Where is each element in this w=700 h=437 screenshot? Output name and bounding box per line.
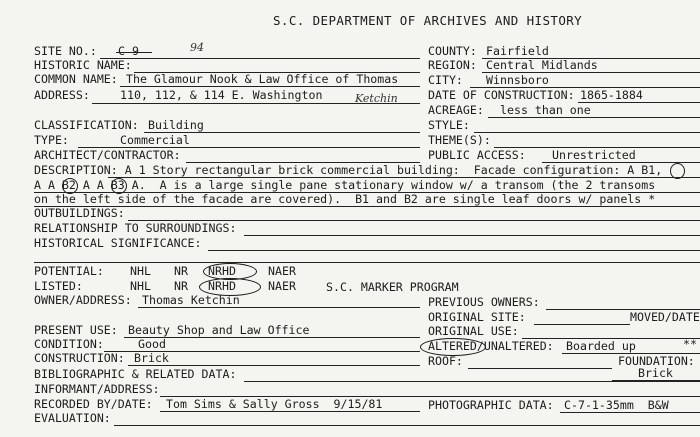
present-use-label: PRESENT USE:	[34, 323, 118, 337]
potential-nrhd: NRHD	[208, 264, 236, 278]
bibliographic-label: BIBLIOGRAPHIC & RELATED DATA:	[34, 367, 237, 381]
foundation-label: FOUNDATION:	[618, 354, 695, 368]
classification-label: CLASSIFICATION:	[34, 118, 139, 132]
present-use-line	[124, 337, 420, 338]
type-label: TYPE:	[34, 133, 69, 147]
county-label: COUNTY:	[428, 44, 477, 58]
historical-significance-line	[208, 250, 700, 251]
feature-number-3: 3	[117, 178, 125, 192]
evaluation-label: EVALUATION:	[34, 411, 111, 425]
altered-value: Boarded up	[566, 339, 636, 353]
site-no-line	[100, 58, 420, 59]
foundation-value: Brick	[638, 366, 673, 380]
section-divider	[34, 262, 700, 263]
potential-nhl: NHL	[130, 264, 151, 278]
construction-label: CONSTRUCTION:	[34, 351, 125, 365]
city-label: CITY:	[428, 73, 463, 87]
historic-name-label: HISTORIC NAME:	[34, 58, 132, 72]
feature-number-1: 1	[648, 163, 656, 177]
type-value: Commercial	[120, 133, 190, 147]
roof-line	[468, 368, 612, 369]
present-use-value: Beauty Shop and Law Office	[128, 323, 310, 337]
style-line	[474, 132, 700, 133]
owner-value: Thomas Ketchin	[142, 293, 240, 307]
bibliographic-line	[244, 381, 700, 382]
construction-date-label: DATE OF CONSTRUCTION:	[428, 88, 575, 102]
previous-owners-label: PREVIOUS OWNERS:	[428, 295, 540, 309]
construction-value: Brick	[134, 351, 169, 365]
feature-number-2: 2	[68, 178, 76, 192]
original-site-label: ORIGINAL SITE:	[428, 310, 526, 324]
owner-label: OWNER/ADDRESS:	[34, 293, 132, 307]
acreage-label: ACREAGE:	[428, 103, 484, 117]
listed-nrhd: NRHD	[208, 279, 236, 293]
listed-label: LISTED:	[34, 279, 83, 293]
potential-naer: NAER	[268, 264, 296, 278]
original-use-label: ORIGINAL USE:	[428, 324, 519, 338]
construction-date-line	[578, 102, 700, 103]
listed-nhl: NHL	[130, 279, 151, 293]
relationship-line	[244, 235, 700, 236]
public-access-value: Unrestricted	[552, 148, 636, 162]
photographic-data-line	[560, 412, 700, 413]
address-value: 110, 112, & 114 E. Washington	[120, 88, 323, 102]
unaltered-option: /UNALTERED:	[476, 339, 554, 353]
address-line	[92, 103, 420, 104]
architect-label: ARCHITECT/CONTRACTOR:	[34, 148, 181, 162]
historical-significance-label: HISTORICAL SIGNIFICANCE:	[34, 236, 202, 250]
photographic-data-label: PHOTOGRAPHIC DATA:	[428, 398, 554, 412]
classification-value: Building	[148, 118, 204, 132]
informant-label: INFORMANT/ADDRESS:	[34, 382, 160, 396]
original-site-line	[534, 324, 630, 325]
condition-value: Good	[138, 337, 166, 351]
form-title: S.C. DEPARTMENT OF ARCHIVES AND HISTORY	[273, 13, 583, 28]
listed-naer: NAER	[268, 279, 296, 293]
acreage-line	[488, 117, 700, 118]
relationship-label: RELATIONSHIP TO SURROUNDINGS:	[34, 221, 237, 235]
owner-line	[138, 307, 420, 308]
description-line-3: on the left side of the facade are covered). B1 and B2 are single leaf doors w/ panels *	[34, 192, 656, 206]
evaluation-line	[114, 425, 700, 426]
common-name-value: The Glamour Nook & Law Office of Thomas	[126, 72, 399, 86]
marker-program-label: S.C. MARKER PROGRAM	[326, 280, 459, 294]
common-name-line	[120, 86, 420, 87]
address-handwritten: Ketchin	[355, 92, 398, 105]
region-label: REGION:	[428, 58, 477, 72]
city-value: Winnsboro	[486, 73, 549, 87]
moved-date-label: MOVED/DATE	[630, 310, 700, 324]
acreage-value: less than one	[500, 103, 591, 117]
photographic-data-value: C-7-1-35mm B&W	[564, 398, 669, 412]
address-label: ADDRESS:	[34, 88, 90, 102]
construction-line	[128, 365, 420, 366]
outbuildings-label: OUTBUILDINGS:	[34, 206, 125, 220]
recorded-by-value: Tom Sims & Sally Gross 9/15/81	[166, 397, 383, 411]
region-value: Central Midlands	[486, 58, 598, 72]
description-line-3-rule	[34, 206, 700, 207]
site-no-strikethrough	[116, 52, 152, 53]
recorded-by-label: RECORDED BY/DATE:	[34, 397, 153, 411]
listed-nr: NR	[174, 279, 188, 293]
altered-footnote-mark: **	[683, 337, 697, 351]
site-no-label: SITE NO.:	[34, 44, 97, 58]
potential-nr: NR	[174, 264, 188, 278]
altered-option: ALTERED	[428, 339, 477, 353]
style-label: STYLE:	[428, 118, 470, 132]
public-access-label: PUBLIC ACCESS:	[428, 148, 526, 162]
site-no-struck: C 9	[118, 44, 139, 58]
county-value: Fairfield	[486, 44, 549, 58]
foundation-line	[612, 380, 700, 381]
site-no-handwritten: 94	[190, 41, 204, 54]
condition-label: CONDITION:	[34, 337, 104, 351]
description-line-1: DESCRIPTION: A 1 Story rectangular brick commercial building: Facade configuration: A B1,	[34, 163, 663, 177]
construction-date-value: 1865-1884	[580, 88, 643, 102]
theme-label: THEME(S):	[428, 133, 491, 147]
common-name-label: COMMON NAME:	[34, 72, 118, 86]
description-line-2: A A B2 A A B3 A. A is a large single pane stationary window w/ a transom (the 2 transoms	[34, 178, 656, 192]
potential-label: POTENTIAL:	[34, 264, 104, 278]
roof-label: ROOF:	[428, 354, 463, 368]
recorded-by-line	[160, 411, 420, 412]
